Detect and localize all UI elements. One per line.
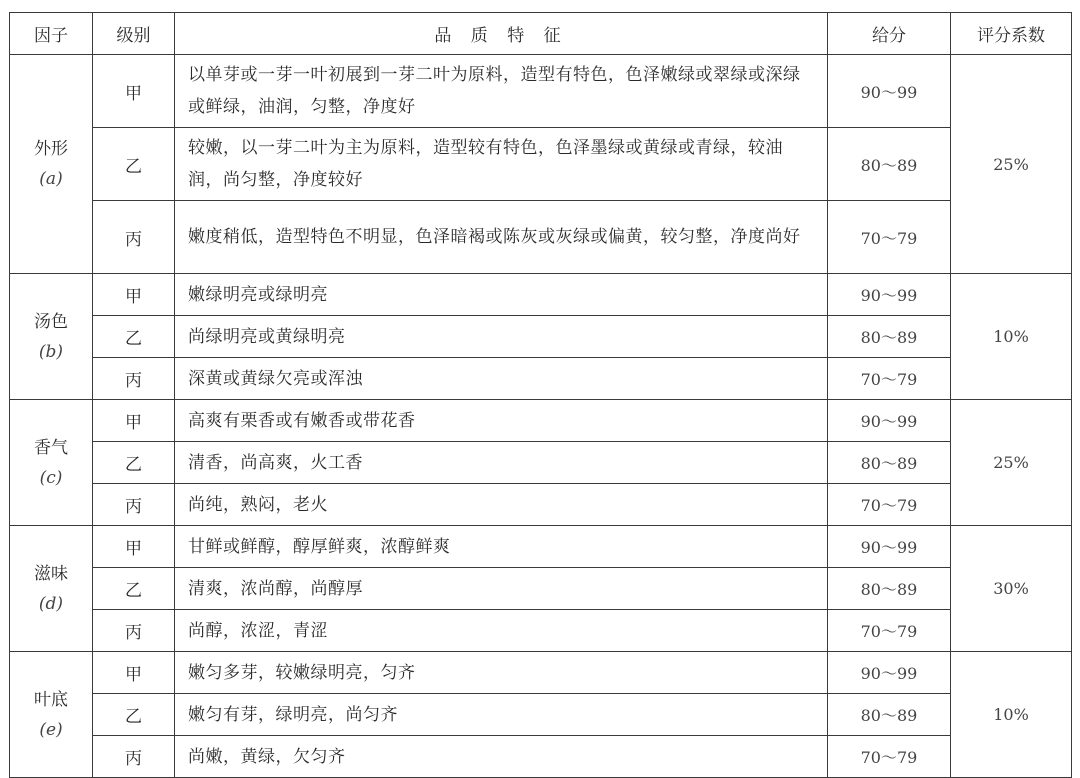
grade-cell: 乙 — [93, 568, 175, 610]
table-row — [10, 316, 1072, 358]
table-row — [10, 526, 1072, 568]
score-cell: 80～89 — [828, 128, 951, 201]
grade-cell: 甲 — [93, 274, 175, 316]
grade-cell: 甲 — [93, 526, 175, 568]
quality-description-cell: 深黄或黄绿欠亮或浑浊 — [175, 358, 828, 400]
table-row — [10, 652, 1072, 694]
factor-name: 滋味 — [34, 563, 68, 584]
grade-cell: 乙 — [93, 694, 175, 736]
header-row — [10, 13, 1072, 55]
factor-symbol: (e) — [39, 719, 63, 740]
table-row — [10, 400, 1072, 442]
header-factor: 因子 — [10, 13, 93, 55]
grade-cell: 甲 — [93, 400, 175, 442]
table-row — [10, 55, 1072, 128]
header-grade: 级别 — [93, 13, 175, 55]
table-row — [10, 274, 1072, 316]
coefficient-cell: 10% — [951, 274, 1072, 400]
header-coefficient: 评分系数 — [951, 13, 1072, 55]
table-row — [10, 484, 1072, 526]
factor-cell — [10, 274, 93, 400]
score-cell: 90～99 — [828, 274, 951, 316]
table-row — [10, 736, 1072, 778]
quality-description-cell: 尚纯，熟闷，老火 — [175, 484, 828, 526]
score-cell: 70～79 — [828, 610, 951, 652]
grade-cell: 甲 — [93, 55, 175, 128]
factor-symbol: (b) — [38, 341, 64, 362]
header-quality: 品 质 特 征 — [175, 13, 828, 55]
table-row — [10, 610, 1072, 652]
factor-name: 外形 — [34, 139, 68, 159]
score-cell: 80～89 — [828, 568, 951, 610]
grade-cell: 丙 — [93, 201, 175, 274]
score-cell: 70～79 — [828, 201, 951, 274]
quality-description-cell: 清香，尚高爽，火工香 — [175, 442, 828, 484]
factor-cell — [10, 55, 93, 274]
header-score: 给分 — [828, 13, 951, 55]
score-cell: 70～79 — [828, 484, 951, 526]
quality-description-cell: 嫩匀多芽，较嫩绿明亮，匀齐 — [175, 652, 828, 694]
grade-cell: 甲 — [93, 652, 175, 694]
quality-description-cell: 清爽，浓尚醇，尚醇厚 — [175, 568, 828, 610]
factor-name: 香气 — [34, 437, 68, 458]
quality-description-cell: 尚绿明亮或黄绿明亮 — [175, 316, 828, 358]
grade-cell: 乙 — [93, 442, 175, 484]
quality-description-cell: 嫩绿明亮或绿明亮 — [175, 274, 828, 316]
coefficient-cell: 30% — [951, 526, 1072, 652]
score-cell: 80～89 — [828, 694, 951, 736]
score-cell: 90～99 — [828, 55, 951, 128]
quality-description-cell: 甘鲜或鲜醇，醇厚鲜爽，浓醇鲜爽 — [175, 526, 828, 568]
table-body — [10, 55, 1072, 778]
factor-cell — [10, 400, 93, 526]
evaluation-table — [9, 12, 1072, 778]
quality-description-cell: 较嫩，以一芽二叶为主为原料，造型较有特色，色泽墨绿或黄绿或青绿，较油润，尚匀整，净度较好 — [175, 128, 828, 201]
grade-cell: 丙 — [93, 358, 175, 400]
table-row — [10, 358, 1072, 400]
table-row — [10, 128, 1072, 201]
table-row — [10, 568, 1072, 610]
score-cell: 70～79 — [828, 358, 951, 400]
quality-description-cell: 尚嫩，黄绿，欠匀齐 — [175, 736, 828, 778]
table-row — [10, 201, 1072, 274]
factor-cell — [10, 526, 93, 652]
quality-description-cell: 高爽有栗香或有嫩香或带花香 — [175, 400, 828, 442]
coefficient-cell: 25% — [951, 55, 1072, 274]
grade-cell: 丙 — [93, 484, 175, 526]
factor-symbol: (a) — [39, 169, 63, 189]
coefficient-cell: 10% — [951, 652, 1072, 778]
grade-cell: 乙 — [93, 128, 175, 201]
quality-description-cell: 以单芽或一芽一叶初展到一芽二叶为原料，造型有特色，色泽嫩绿或翠绿或深绿或鲜绿，油润，匀整，净度好 — [175, 55, 828, 128]
coefficient-cell: 25% — [951, 400, 1072, 526]
score-cell: 90～99 — [828, 400, 951, 442]
quality-description-cell: 嫩度稍低，造型特色不明显，色泽暗褐或陈灰或灰绿或偏黄，较匀整，净度尚好 — [175, 201, 828, 274]
table-row — [10, 442, 1072, 484]
score-cell: 90～99 — [828, 652, 951, 694]
factor-name: 叶底 — [34, 689, 68, 710]
quality-description-cell: 尚醇，浓涩，青涩 — [175, 610, 828, 652]
table-row — [10, 694, 1072, 736]
factor-name: 汤色 — [34, 311, 68, 332]
factor-cell — [10, 652, 93, 778]
grade-cell: 乙 — [93, 316, 175, 358]
score-cell: 80～89 — [828, 316, 951, 358]
quality-description-cell: 嫩匀有芽，绿明亮，尚匀齐 — [175, 694, 828, 736]
factor-symbol: (d) — [38, 593, 64, 614]
score-cell: 80～89 — [828, 442, 951, 484]
grade-cell: 丙 — [93, 610, 175, 652]
factor-symbol: (c) — [39, 467, 63, 488]
score-cell: 90～99 — [828, 526, 951, 568]
score-cell: 70～79 — [828, 736, 951, 778]
grade-cell: 丙 — [93, 736, 175, 778]
